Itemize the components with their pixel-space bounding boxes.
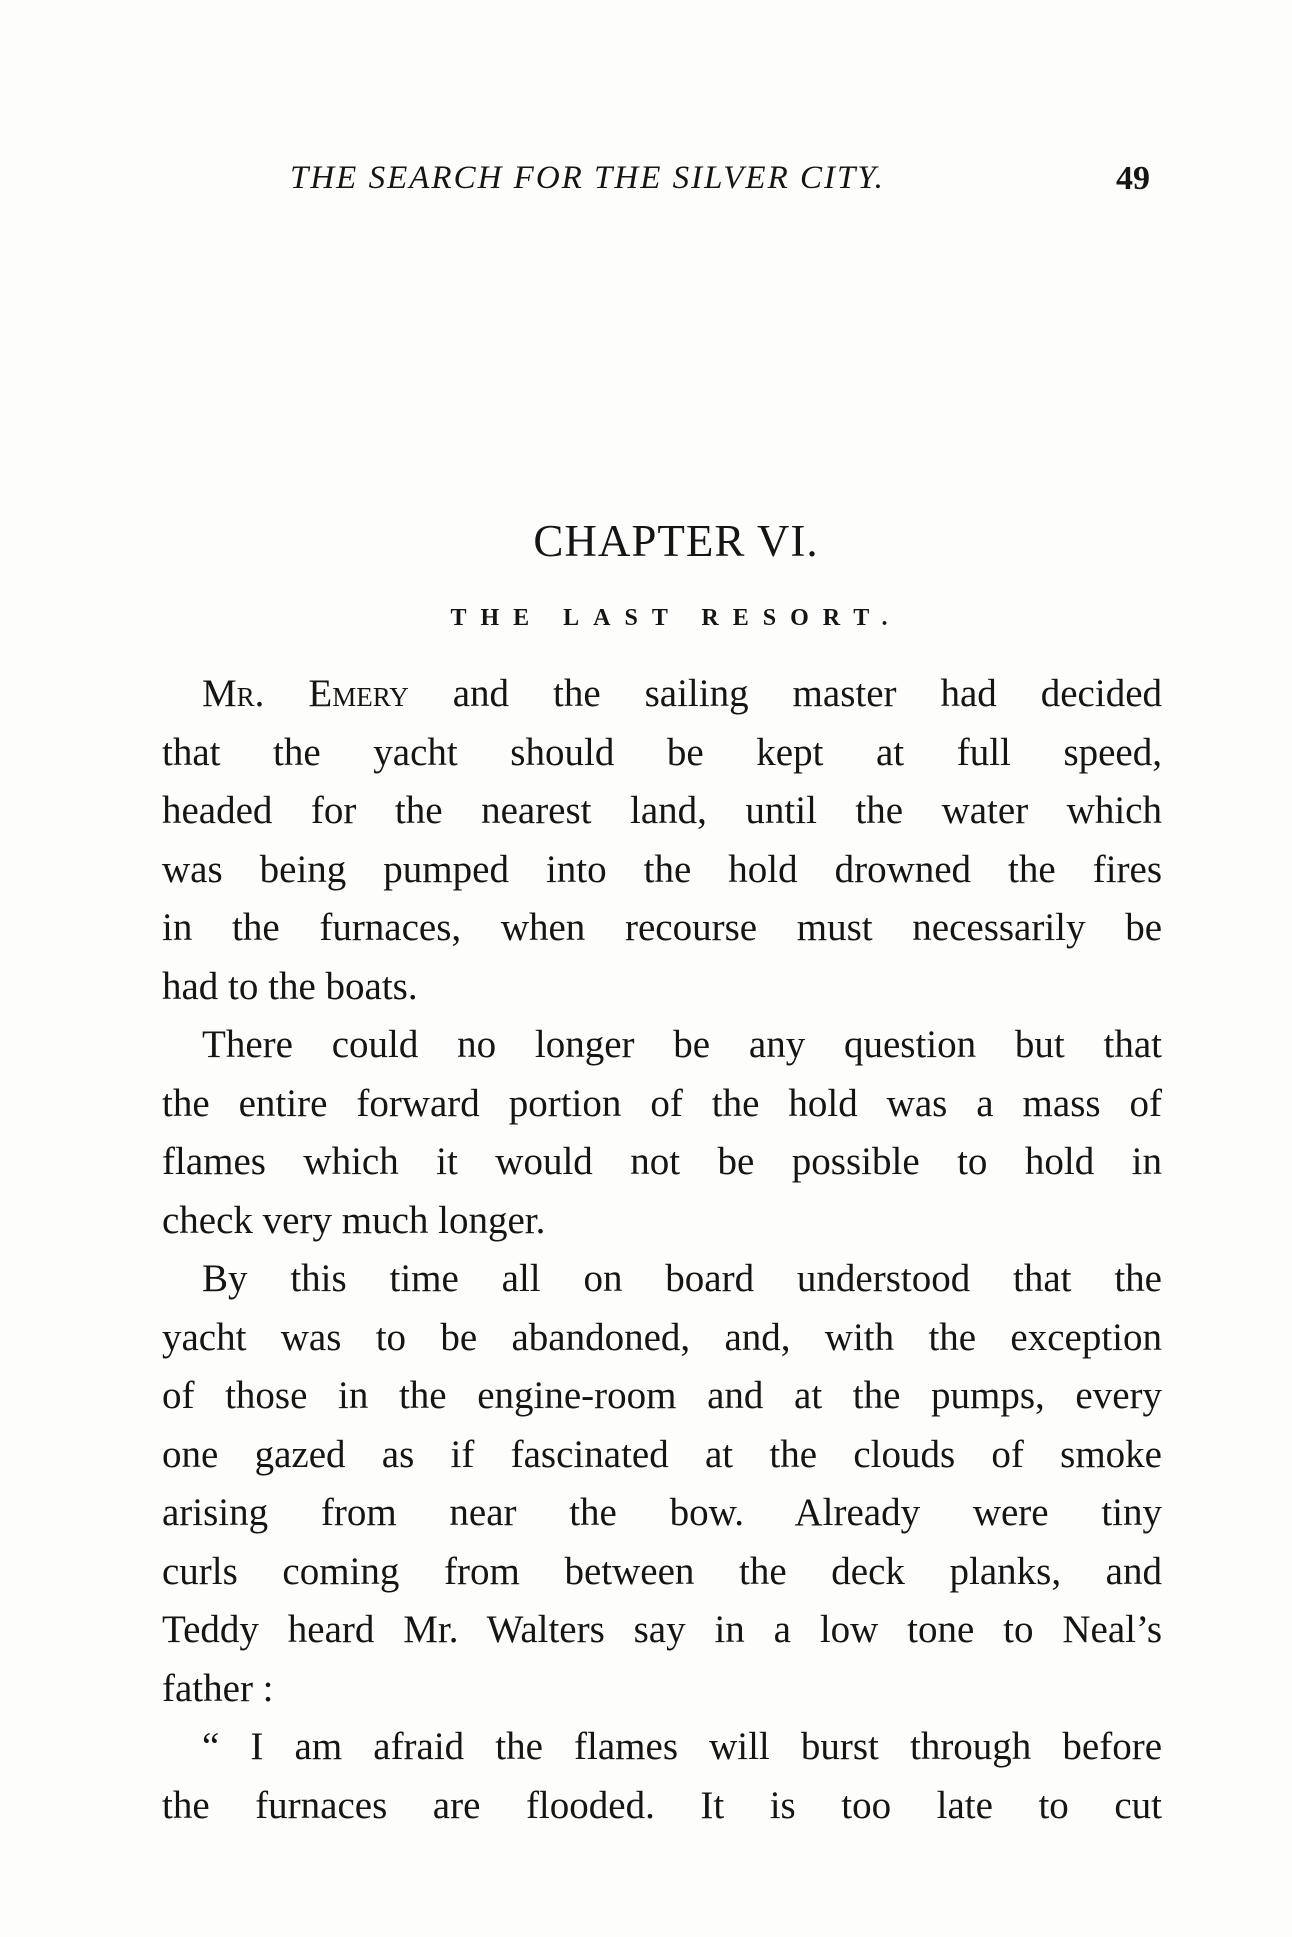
running-title: THE SEARCH FOR THE SILVER CITY. (290, 160, 885, 196)
text-line: By this time all on board understood that the (202, 1257, 1162, 1300)
text-line: flames which it would not be possible to hold in (162, 1140, 1162, 1183)
text-line: the entire forward portion of the hold was a mass of (162, 1081, 1162, 1125)
text-line: Mr. Emery and the sailing master had decided (202, 672, 1163, 715)
text-line: of those in the engine-room and at the pumps, every (162, 1374, 1162, 1417)
chapter-heading: CHAPTER VI. (533, 516, 819, 566)
text-line: headed for the nearest land, until the water which (162, 789, 1162, 832)
text-line: curls coming from between the deck planks, and (162, 1549, 1162, 1593)
text-line: check very much longer. (162, 1198, 546, 1242)
chapter-subtitle: THE LAST RESORT. (450, 605, 902, 631)
text-line: yacht was to be abandoned, and, with the exception (162, 1315, 1162, 1359)
text-line: Teddy heard Mr. Walters say in a low tone to Neal’s (162, 1608, 1162, 1651)
running-header (290, 160, 1150, 210)
text-line: There could no longer be any question but that (202, 1023, 1162, 1066)
text-line: the furnaces are flooded. It is too late to cut (162, 1783, 1162, 1827)
text-line: one gazed as if fascinated at the clouds of smoke (162, 1432, 1162, 1476)
lead-name: Mr. Emery (202, 672, 409, 715)
text-line: had to the boats. (162, 964, 418, 1008)
text-line: was being pumped into the hold drowned the fires (162, 847, 1162, 891)
text-line: father : (162, 1666, 274, 1710)
text-line: that the yacht should be kept at full speed, (162, 730, 1162, 774)
body-text (162, 665, 1162, 1835)
page-number: 49 (1116, 160, 1150, 197)
text-line: arising from near the bow. Already were tiny (162, 1491, 1162, 1534)
text-line: in the furnaces, when recourse must necessarily be (162, 906, 1162, 949)
text-line: “ I am afraid the flames will burst through before (202, 1725, 1162, 1768)
